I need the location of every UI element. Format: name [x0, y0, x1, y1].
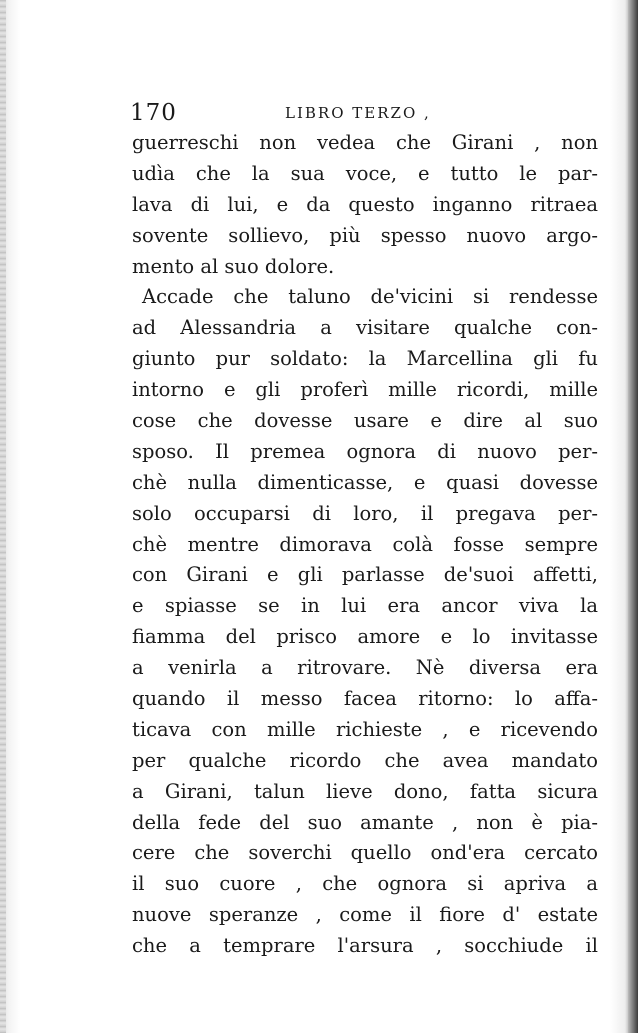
text-line: Accade che taluno de'vicini si rendesse: [142, 285, 598, 309]
text-line: a Girani, talun lieve dono, fatta sicura: [132, 779, 598, 803]
text-line: sovente sollievo, più spesso nuovo argo-: [132, 223, 598, 247]
text-line: il suo cuore , che ognora si apriva a: [132, 872, 598, 896]
text-line: solo occuparsi di loro, il pregava per-: [132, 501, 598, 525]
page-gutter-edge: [0, 0, 6, 1033]
text-line: a venirla a ritrovare. Nè diversa era: [132, 656, 598, 680]
text-line: ad Alessandria a visitare qualche con-: [132, 316, 598, 340]
text-line: fiamma del prisco amore e lo invitasse: [132, 625, 598, 649]
text-line: sposo. Il premea ognora di nuovo per-: [132, 439, 598, 463]
text-line: mento al suo dolore.: [132, 254, 335, 278]
text-line: e spiasse se in lui era ancor viva la: [132, 594, 598, 618]
text-line: chè nulla dimenticasse, e quasi dovesse: [132, 470, 598, 494]
text-line: quando il messo facea ritorno: lo affa-: [132, 687, 598, 711]
text-line: cere che soverchi quello ond'era cercato: [132, 841, 598, 865]
text-line: udìa che la sua voce, e tutto le par-: [132, 161, 598, 185]
page-header: [130, 100, 600, 130]
text-line: cose che dovesse usare e dire al suo: [132, 409, 598, 433]
text-line: che a temprare l'arsura , socchiude il: [132, 934, 598, 958]
text-line: lava di lui, e da questo inganno ritraea: [132, 192, 598, 216]
text-line: giunto pur soldato: la Marcellina gli fu: [132, 347, 598, 371]
page-number: 170: [130, 100, 177, 126]
body-text: [132, 128, 598, 962]
page-outer-edge: [628, 0, 638, 1033]
running-head: LIBRO TERZO ,: [285, 104, 431, 122]
text-line: nuove speranze , come il fiore d' estate: [132, 903, 598, 927]
text-line: con Girani e gli parlasse de'suoi affetti,: [132, 563, 598, 587]
text-line: ticava con mille richieste , e ricevendo: [132, 717, 598, 741]
text-line: chè mentre dimorava colà fosse sempre: [132, 532, 598, 556]
text-line: per qualche ricordo che avea mandato: [132, 748, 598, 772]
text-line: guerreschi non vedea che Girani , non: [132, 131, 598, 154]
text-line: della fede del suo amante , non è pia-: [132, 810, 598, 834]
text-line: intorno e gli proferì mille ricordi, mille: [132, 378, 598, 402]
